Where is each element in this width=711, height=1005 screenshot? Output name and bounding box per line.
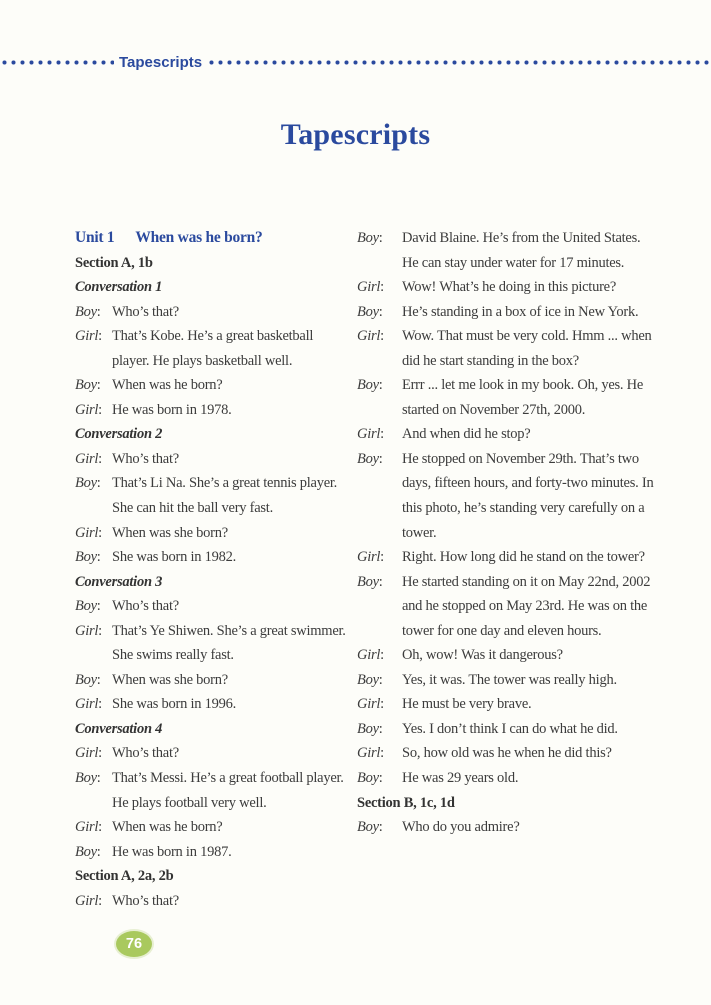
- dialogue-text: Right. How long did he stand on the tower?: [402, 549, 645, 566]
- dialogue-text: He started standing on it on May 22nd, 2002 and he stopped on May 23rd. He was on the tower for one day and eleven hours.: [402, 573, 651, 639]
- speaker-label: Girl:: [357, 696, 384, 713]
- speaker-label: Boy:: [357, 819, 383, 836]
- dialogue-line: [75, 373, 352, 398]
- dialogue-line: [75, 447, 352, 472]
- speaker-label: Girl:: [357, 328, 384, 345]
- dialogue-text: Oh, wow! Was it dangerous?: [402, 647, 563, 664]
- dialogue-text: When was he born?: [112, 819, 223, 836]
- speaker-label: Boy:: [357, 573, 383, 590]
- speaker-label: Boy:: [357, 303, 383, 320]
- section-heading: Section B, 1c, 1d: [357, 794, 455, 811]
- dialogue-text: Who’s that?: [112, 745, 179, 762]
- dialogue-text: Who do you admire?: [402, 819, 520, 836]
- conversation-heading: Conversation 2: [75, 426, 163, 443]
- dialogue-text: That’s Ye Shiwen. She’s a great swimmer. She swims really fast.: [112, 622, 346, 664]
- dialogue-line: [357, 717, 655, 742]
- dialogue-text: That’s Li Na. She’s a great tennis player. She can hit the ball very fast.: [112, 475, 338, 517]
- speaker-label: Girl:: [75, 696, 102, 713]
- dialogue-line: [75, 619, 352, 668]
- speaker-label: Boy:: [357, 230, 383, 246]
- dialogue-line: [357, 324, 655, 373]
- dialogue-line: [357, 668, 655, 693]
- speaker-label: Girl:: [75, 892, 102, 909]
- section-heading: Section A, 1b: [75, 254, 153, 271]
- dialogue-text: Wow! What’s he doing in this picture?: [402, 279, 617, 296]
- page-number: 76: [125, 936, 143, 952]
- dialogue-line: [75, 766, 352, 815]
- dialogue-line: [75, 815, 352, 840]
- speaker-label: Girl:: [75, 524, 102, 541]
- speaker-label: Boy:: [75, 598, 101, 615]
- page-number-badge: [116, 931, 152, 957]
- dialogue-text: He must be very brave.: [402, 696, 532, 713]
- dialogue-line: [357, 226, 655, 275]
- section-heading: Section A, 2a, 2b: [75, 868, 174, 885]
- dialogue-text: He was born in 1987.: [112, 843, 232, 860]
- speaker-label: Boy:: [357, 377, 383, 394]
- speaker-label: Girl:: [75, 450, 102, 467]
- speaker-label: Girl:: [75, 745, 102, 762]
- dialogue-text: Who’s that?: [112, 303, 179, 320]
- dialogue-line: [75, 324, 352, 373]
- dialogue-text: When was she born?: [112, 524, 228, 541]
- dotted-rule-right: [207, 60, 711, 65]
- left-column: [75, 226, 352, 913]
- dialogue-line: [75, 889, 352, 914]
- dialogue-line: [357, 300, 655, 325]
- dialogue-text: Who’s that?: [112, 598, 179, 615]
- dialogue-text: Yes. I don’t think I can do what he did.: [402, 720, 618, 737]
- right-column: [357, 226, 655, 840]
- speaker-label: Girl:: [357, 426, 384, 443]
- dialogue-text: Wow. That must be very cold. Hmm ... when did he start standing in the box?: [402, 328, 652, 369]
- conversation-heading: Conversation 3: [75, 573, 163, 590]
- unit-number: Unit 1: [75, 229, 115, 246]
- speaker-label: Girl:: [75, 401, 102, 418]
- speaker-label: Girl:: [357, 745, 384, 762]
- dialogue-line: [357, 373, 655, 422]
- speaker-label: Girl:: [75, 622, 102, 639]
- speaker-label: Girl:: [357, 647, 384, 664]
- speaker-label: Girl:: [357, 279, 384, 296]
- dialogue-text: That’s Kobe. He’s a great basketball player. He plays basketball well.: [112, 328, 314, 369]
- conversation-heading: Conversation 4: [75, 720, 163, 737]
- dialogue-line: [75, 300, 352, 325]
- speaker-label: Boy:: [75, 303, 101, 320]
- speaker-label: Boy:: [75, 843, 101, 860]
- dialogue-line: [75, 545, 352, 570]
- dialogue-text: Errr ... let me look in my book. Oh, yes. He started on November 27th, 2000.: [402, 377, 644, 418]
- dialogue-line: [75, 840, 352, 865]
- dialogue-text: Yes, it was. The tower was really high.: [402, 671, 617, 688]
- dialogue-text: That’s Messi. He’s a great football player. He plays football very well.: [112, 770, 344, 811]
- header-ribbon: [0, 53, 711, 71]
- speaker-label: Boy:: [357, 770, 383, 787]
- dialogue-line: [75, 692, 352, 717]
- speaker-label: Boy:: [357, 671, 383, 688]
- unit-title: When was he born?: [135, 229, 263, 246]
- dialogue-text: When was he born?: [112, 377, 223, 394]
- ribbon-label: Tapescripts: [119, 53, 203, 71]
- dialogue-line: [75, 741, 352, 766]
- speaker-label: Boy:: [357, 450, 383, 467]
- dialogue-text: David Blaine. He’s from the United States. He can stay under water for 17 minutes.: [402, 230, 641, 271]
- dialogue-line: [357, 447, 655, 545]
- unit-heading: [75, 226, 352, 251]
- speaker-label: Boy:: [75, 475, 101, 492]
- dialogue-line: [357, 422, 655, 447]
- dialogue-text: He was born in 1978.: [112, 401, 232, 418]
- dialogue-text: Who’s that?: [112, 892, 179, 909]
- speaker-label: Boy:: [75, 377, 101, 394]
- conversation-heading: Conversation 1: [75, 279, 163, 296]
- dialogue-line: [357, 741, 655, 766]
- dialogue-text: So, how old was he when he did this?: [402, 745, 612, 762]
- speaker-label: Girl:: [75, 328, 102, 345]
- page-title: Tapescripts: [280, 118, 431, 151]
- dialogue-line: [357, 643, 655, 668]
- dialogue-line: [357, 766, 655, 791]
- speaker-label: Boy:: [357, 720, 383, 737]
- dialogue-line: [357, 815, 655, 840]
- dialogue-line: [357, 570, 655, 644]
- dialogue-line: [357, 692, 655, 717]
- dialogue-text: And when did he stop?: [402, 426, 531, 443]
- dialogue-text: He stopped on November 29th. That’s two days, fifteen hours, and forty-two minutes. In this photo, he’s standing very carefully on a tower.: [402, 450, 654, 541]
- dialogue-line: [75, 471, 352, 520]
- dialogue-text: When was she born?: [112, 671, 228, 688]
- speaker-label: Girl:: [75, 819, 102, 836]
- dialogue-line: [75, 594, 352, 619]
- dialogue-line: [75, 521, 352, 546]
- dialogue-line: [75, 398, 352, 423]
- dialogue-line: [357, 545, 655, 570]
- speaker-label: Boy:: [75, 770, 101, 787]
- dialogue-text: She was born in 1982.: [112, 549, 237, 566]
- dialogue-text: Who’s that?: [112, 450, 179, 467]
- dotted-rule-left: [0, 60, 114, 65]
- speaker-label: Girl:: [357, 549, 384, 566]
- dialogue-text: She was born in 1996.: [112, 696, 237, 713]
- dialogue-text: He’s standing in a box of ice in New York.: [402, 303, 639, 320]
- dialogue-line: [75, 668, 352, 693]
- speaker-label: Boy:: [75, 671, 101, 688]
- dialogue-line: [357, 275, 655, 300]
- dialogue-text: He was 29 years old.: [402, 770, 519, 787]
- speaker-label: Boy:: [75, 549, 101, 566]
